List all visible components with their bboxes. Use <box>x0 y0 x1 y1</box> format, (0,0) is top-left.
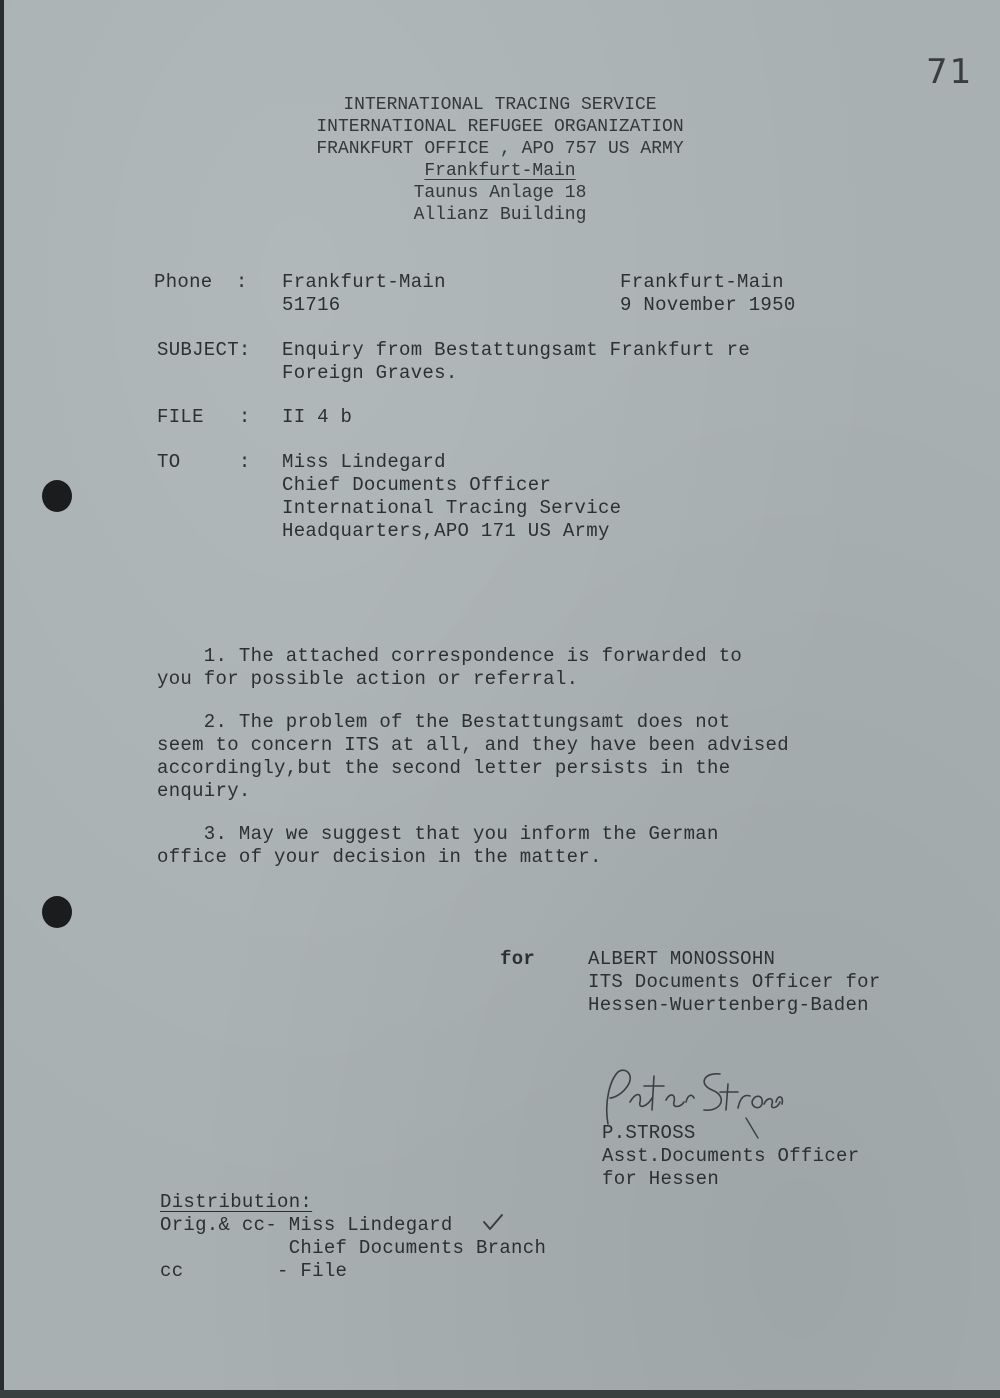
signer-title-1: Asst.Documents Officer <box>602 1145 860 1167</box>
subject-label: SUBJECT: <box>157 339 251 361</box>
to-line-2: Chief Documents Officer <box>282 474 552 496</box>
scan-edge-bottom <box>0 1390 1000 1398</box>
date: 9 November 1950 <box>620 294 796 316</box>
para3-line-1: 3. May we suggest that you inform the German <box>157 823 719 845</box>
signatory-title-1: ITS Documents Officer for <box>588 971 881 993</box>
phone-value-1: Frankfurt-Main <box>282 271 446 293</box>
para1-line-1: 1. The attached correspondence is forwarded to <box>157 645 743 667</box>
para1-line-2: you for possible action or referral. <box>157 668 579 690</box>
phone-label: Phone : <box>154 271 248 293</box>
distribution-heading: Distribution: <box>160 1191 313 1213</box>
phone-value-2: 51716 <box>282 294 341 316</box>
file-value: II 4 b <box>282 406 353 428</box>
para2-line-1: 2. The problem of the Bestattungsamt does not <box>157 711 731 733</box>
place: Frankfurt-Main <box>620 271 784 293</box>
para2-line-3: accordingly,but the second letter persists in the <box>157 757 731 779</box>
signatory-name: ALBERT MONOSSOHN <box>588 948 776 970</box>
distribution-line-3: cc - File <box>160 1260 348 1282</box>
to-line-1: Miss Lindegard <box>282 451 446 473</box>
signer-title-2: for Hessen <box>602 1168 720 1190</box>
for-label: for <box>500 948 536 970</box>
subject-line-2: Foreign Graves. <box>282 362 458 384</box>
file-label: FILE : <box>157 406 251 428</box>
letterhead-line-1: INTERNATIONAL TRACING SERVICE <box>343 95 657 115</box>
distribution-line-1: Orig.& cc- Miss Lindegard <box>160 1214 453 1236</box>
para2-line-2: seem to concern ITS at all, and they have been advised <box>157 734 789 756</box>
punch-hole-lower <box>42 896 72 928</box>
letterhead-line-2: INTERNATIONAL REFUGEE ORGANIZATION <box>316 117 684 137</box>
checkmark-icon <box>482 1212 504 1232</box>
signer-name: P.STROSS <box>602 1122 696 1144</box>
letterhead-line-6: Allianz Building <box>413 205 587 225</box>
letterhead-line-5: Taunus Anlage 18 <box>413 183 587 203</box>
para3-line-2: office of your decision in the matter. <box>157 846 602 868</box>
letterhead-line-3: FRANKFURT OFFICE , APO 757 US ARMY <box>316 139 684 159</box>
signatory-title-2: Hessen-Wuertenberg-Baden <box>588 994 869 1016</box>
distribution-line-2: Chief Documents Branch <box>160 1237 547 1259</box>
punch-hole-upper <box>42 480 72 512</box>
to-line-4: Headquarters,APO 171 US Army <box>282 520 610 542</box>
page-number: 71 <box>926 52 974 92</box>
letterhead-line-4: Frankfurt-Main <box>424 161 576 181</box>
to-label: TO : <box>157 451 251 473</box>
subject-line-1: Enquiry from Bestattungsamt Frankfurt re <box>282 339 751 361</box>
to-line-3: International Tracing Service <box>282 497 622 519</box>
para2-line-4: enquiry. <box>157 780 251 802</box>
